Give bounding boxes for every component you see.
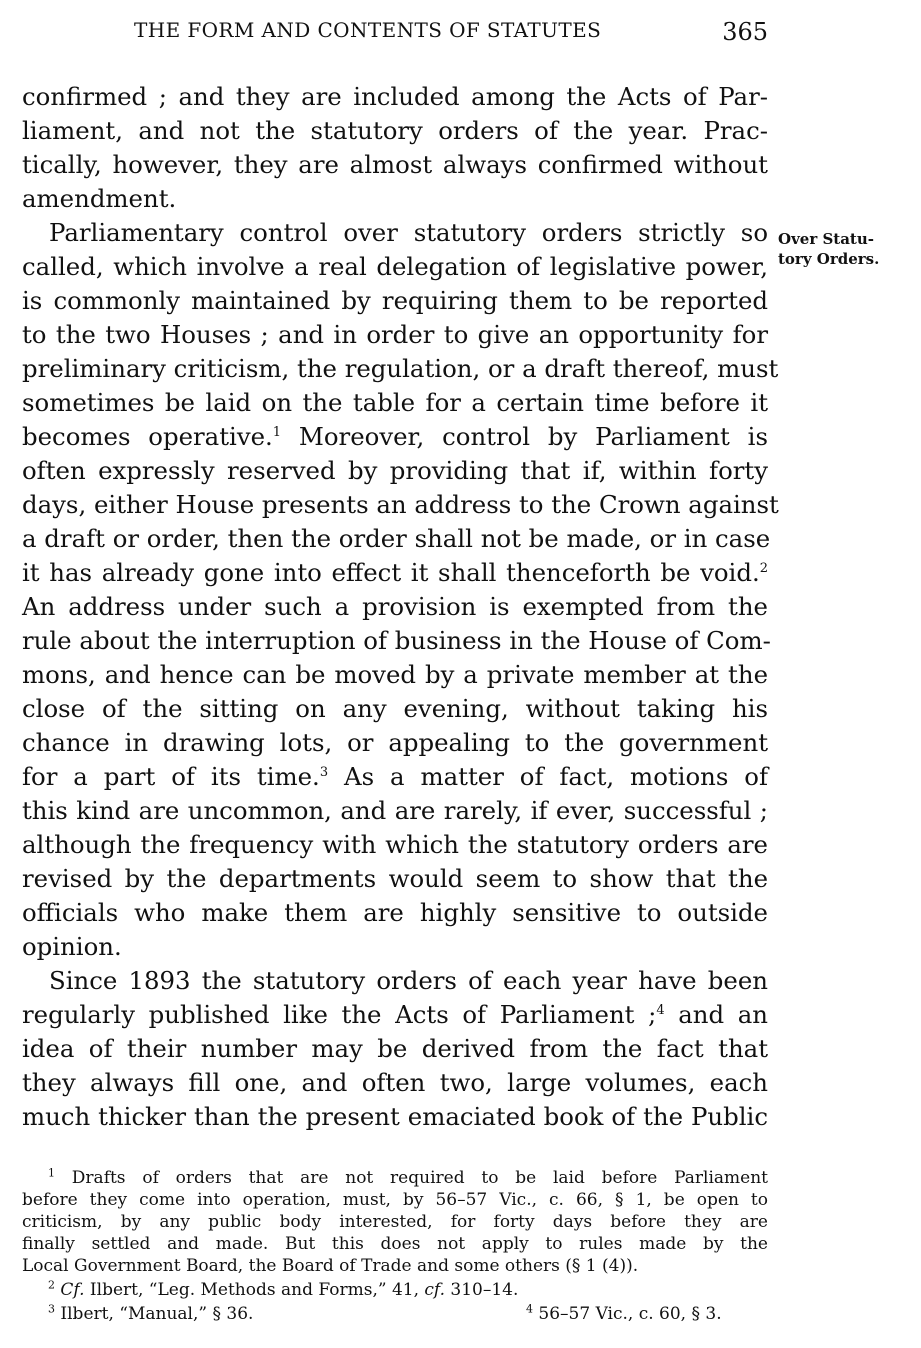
text-line: mons, and hence can be moved by a private member at the bbox=[22, 660, 768, 689]
margin-note-line: Over Statu- bbox=[778, 230, 874, 248]
text-line: liament, and not the statutory orders of the year. Prac- bbox=[22, 116, 768, 145]
footnote-text: Ilbert, “Manual,” § 36. bbox=[60, 1304, 254, 1324]
text-span: for a part of its time. bbox=[22, 762, 320, 791]
text-line: although the frequency with which the statutory orders are bbox=[22, 830, 768, 859]
text-line: this kind are uncommon, and are rarely, if ever, successful ; bbox=[22, 796, 768, 825]
footnote-text: 310–14. bbox=[445, 1280, 519, 1300]
text-span: regularly published like the Acts of Parliament ; bbox=[22, 1000, 657, 1029]
text-line: close of the sitting on any evening, without taking his bbox=[22, 694, 768, 723]
footnote-1-line: finally settled and made. But this does not apply to rules made by the bbox=[22, 1234, 768, 1254]
text-line: much thicker than the present emaciated book of the Public bbox=[22, 1102, 768, 1131]
running-title: THE FORM AND CONTENTS OF STATUTES bbox=[134, 18, 602, 42]
footnote-text: Ilbert, “Leg. Methods and Forms,” 41, bbox=[84, 1280, 425, 1300]
footnote-3 bbox=[48, 1303, 253, 1325]
text-line: An address under such a provision is exempted from the bbox=[22, 592, 768, 621]
footnote-ref-1: 1 bbox=[272, 424, 282, 440]
text-span: Moreover, control by Parliament is bbox=[281, 422, 768, 451]
footnote-marker: 1 bbox=[48, 1166, 55, 1180]
text-span: As a matter of fact, motions of bbox=[328, 762, 769, 791]
footnote-marker: 3 bbox=[48, 1302, 55, 1316]
text-line: confirmed ; and they are included among the Acts of Par- bbox=[22, 82, 768, 111]
footnote-marker: 4 bbox=[526, 1302, 533, 1316]
margin-note-line: tory Orders. bbox=[778, 250, 880, 268]
footnote-1-line: Local Government Board, the Board of Trade and some others (§ 1 (4)). bbox=[22, 1256, 639, 1276]
text-line: Since 1893 the statutory orders of each year have been bbox=[49, 966, 768, 995]
page-number: 365 bbox=[722, 18, 768, 46]
text-line: sometimes be laid on the table for a certain time before it bbox=[22, 388, 768, 417]
text-line: amendment. bbox=[22, 184, 177, 213]
footnote-ref-4: 4 bbox=[656, 1002, 665, 1018]
text-line: preliminary criticism, the regulation, or a draft thereof, must bbox=[22, 354, 779, 383]
text-line: often expressly reserved by providing that if, within forty bbox=[22, 456, 768, 485]
text-line: chance in drawing lots, or appealing to the government bbox=[22, 728, 768, 757]
text-span: becomes operative. bbox=[22, 422, 273, 451]
text-line: a draft or order, then the order shall not be made, or in case bbox=[22, 524, 771, 553]
text-line: is commonly maintained by requiring them to be reported bbox=[22, 286, 768, 315]
footnote-4 bbox=[526, 1303, 722, 1325]
text-line bbox=[22, 998, 768, 1032]
footnote-1-line: before they come into operation, must, by 56–57 Vic., c. 66, § 1, be open to bbox=[22, 1190, 768, 1210]
text-line: to the two Houses ; and in order to give an opportunity for bbox=[22, 320, 768, 349]
text-line: officials who make them are highly sensitive to outside bbox=[22, 898, 768, 927]
text-line bbox=[22, 420, 768, 454]
text-line: tically, however, they are almost always confirmed without bbox=[22, 150, 768, 179]
running-header bbox=[22, 18, 768, 48]
footnote-marker: 2 bbox=[48, 1278, 55, 1292]
text-line: they always fill one, and often two, large volumes, each bbox=[22, 1068, 768, 1097]
footnote-text: 56–57 Vic., c. 60, § 3. bbox=[538, 1304, 722, 1324]
text-line: Parliamentary control over statutory orders strictly so bbox=[49, 218, 768, 247]
footnote-text: cf. bbox=[424, 1280, 446, 1300]
footnote-text: Drafts of orders that are not required to be laid before Parliament bbox=[71, 1168, 769, 1188]
footnote-ref-2: 2 bbox=[759, 560, 768, 576]
footnote-text: Cf. bbox=[60, 1280, 85, 1300]
text-line bbox=[22, 556, 768, 590]
text-line: called, which involve a real delegation of legislative power, bbox=[22, 252, 768, 281]
text-line: rule about the interruption of business in the House of Com- bbox=[22, 626, 771, 655]
text-span: it has already gone into effect it shall thenceforth be void. bbox=[22, 558, 760, 587]
text-line: opinion. bbox=[22, 932, 122, 961]
text-line: revised by the departments would seem to show that the bbox=[22, 864, 768, 893]
footnote-1-line bbox=[48, 1167, 768, 1189]
text-span: and an bbox=[664, 1000, 769, 1029]
footnote-ref-3: 3 bbox=[319, 764, 329, 780]
text-line: idea of their number may be derived from the fact that bbox=[22, 1034, 768, 1063]
text-line bbox=[22, 760, 768, 794]
footnote-1-line: criticism, by any public body interested, for forty days before they are bbox=[22, 1212, 768, 1232]
footnote-2 bbox=[48, 1279, 768, 1301]
text-line: days, either House presents an address to the Crown against bbox=[22, 490, 779, 519]
